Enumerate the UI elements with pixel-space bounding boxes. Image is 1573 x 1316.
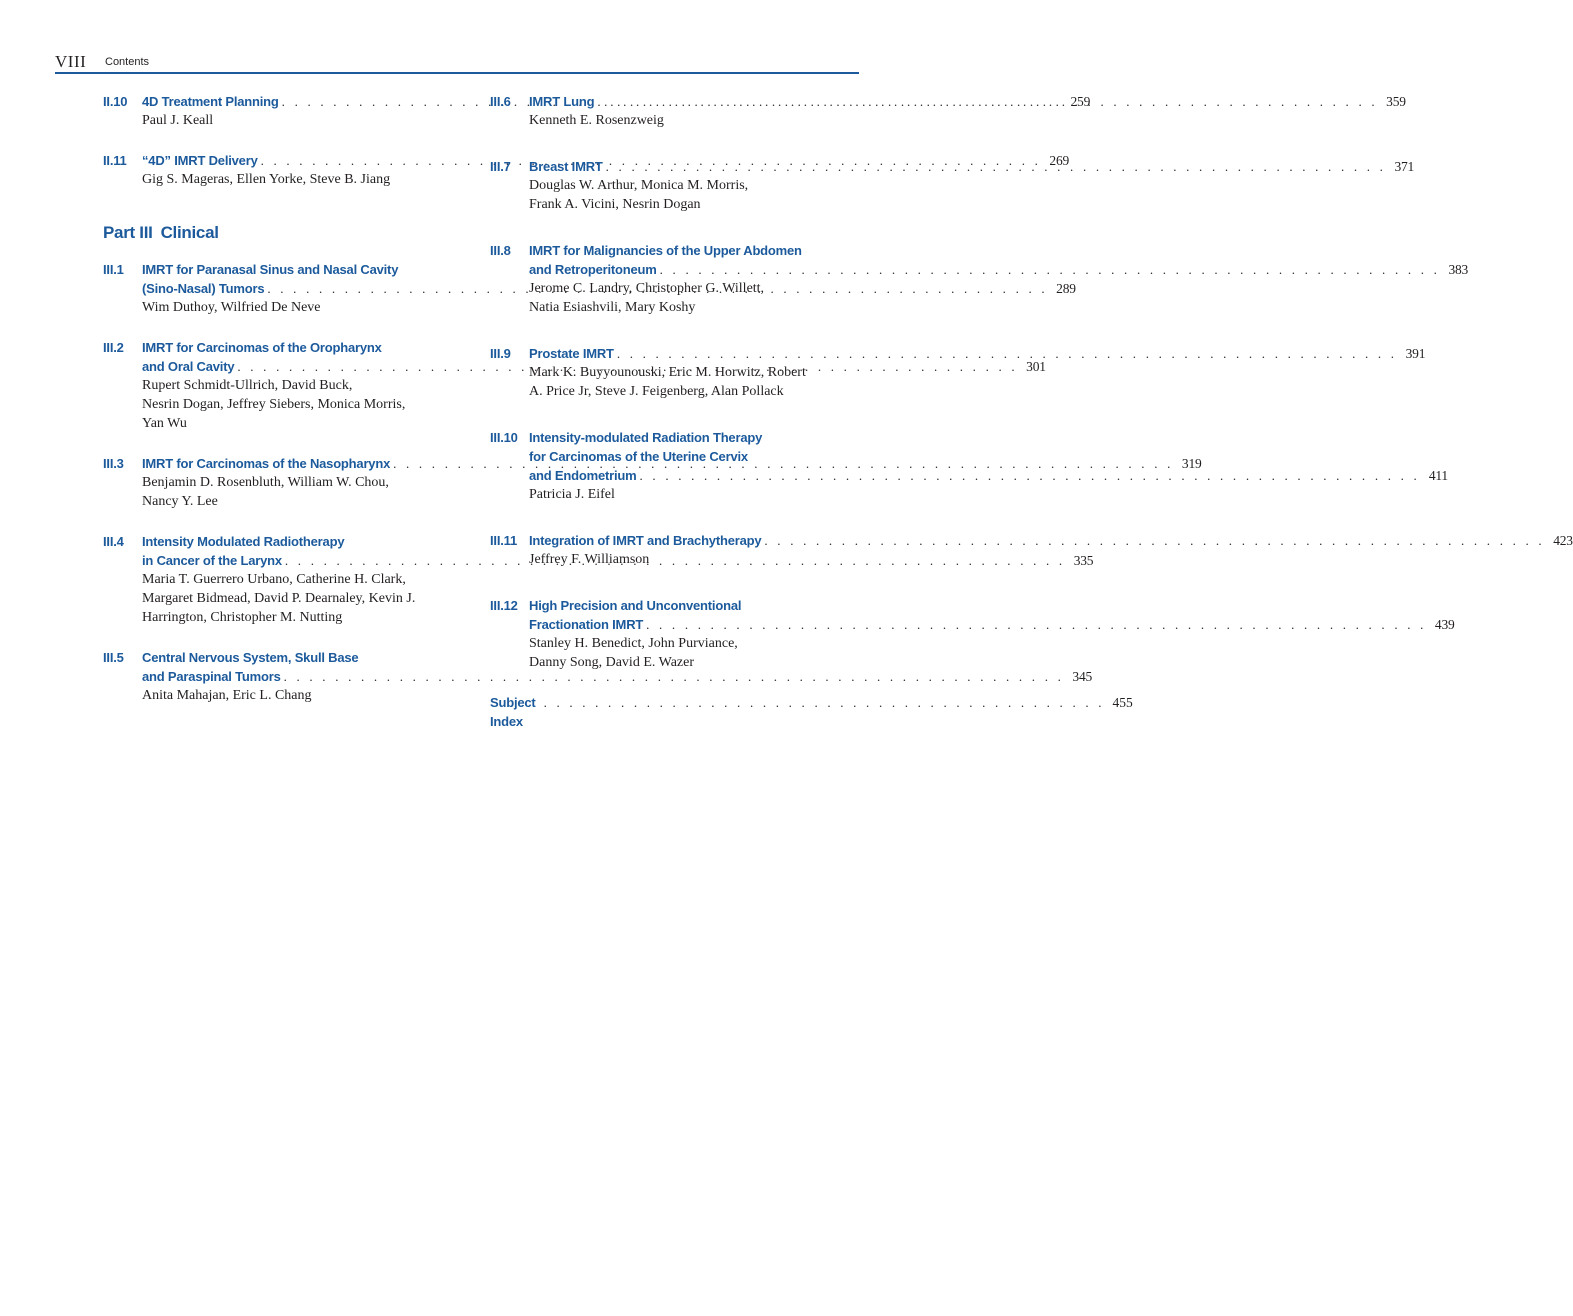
authors-line: Paul J. Keall — [142, 113, 214, 128]
authors-line: Frank A. Vicini, Nesrin Dogan — [529, 197, 701, 212]
authors-line: Danny Song, David E. Wazer — [529, 655, 695, 670]
chapter-number: III.8 — [490, 243, 511, 258]
page-ref: 319 — [1181, 456, 1202, 471]
chapter-number: III.7 — [490, 159, 511, 174]
authors-line: Wim Duthoy, Wilfried De Neve — [142, 300, 321, 315]
chapter-title-text[interactable]: in Cancer of the Larynx — [142, 553, 282, 568]
authors-line: Jeffrey F. Williamson — [529, 552, 650, 567]
authors-line: Rupert Schmidt-Ullrich, David Buck, — [142, 378, 353, 393]
page-ref: 439 — [1434, 617, 1455, 632]
part-heading — [103, 223, 472, 243]
leader-dots — [594, 92, 1377, 111]
authors-line: Patricia J. Eifel — [529, 487, 615, 502]
header-rule — [55, 72, 859, 74]
leader-dots: . . . . . . . . . . . . . . . . . . . . . . . . . . . . . . . . . . . . . . . . . . . . — [543, 695, 1105, 710]
authors-line: Stanley H. Benedict, John Purviance, — [529, 636, 738, 651]
chapter-title-line[interactable] — [529, 260, 1469, 279]
authors-line: Natia Esiashvili, Mary Koshy — [529, 300, 696, 315]
chapter-title-text[interactable]: IMRT for Carcinomas of the Nasopharynx — [142, 456, 391, 471]
authors-line: Kenneth E. Rosenzweig — [529, 113, 664, 128]
page-ref: 383 — [1448, 262, 1469, 277]
leader-dots — [637, 466, 1420, 485]
chapter-number: III.1 — [103, 262, 124, 277]
chapter-number: III.6 — [490, 94, 511, 109]
page-ref: 289 — [1056, 281, 1076, 296]
authors-line: Mark K. Buyyounouski, Eric M. Horwitz, Robert — [529, 365, 806, 380]
chapter-number: III.11 — [490, 533, 517, 548]
chapter-number: III.9 — [490, 346, 511, 361]
chapter-title-line[interactable] — [529, 596, 859, 615]
authors-line: A. Price Jr, Steve J. Feigenberg, Alan Pollack — [529, 384, 784, 399]
page-ref: 371 — [1394, 159, 1415, 174]
authors-line: Douglas W. Arthur, Monica M. Morris, — [529, 178, 749, 193]
chapter-title-text[interactable]: IMRT for Carcinomas of the Oropharynx — [142, 340, 382, 355]
authors-line: Nesrin Dogan, Jeffrey Siebers, Monica Morris, — [142, 397, 406, 412]
subject-index-entry[interactable] — [490, 693, 1133, 731]
toc-entry[interactable] — [490, 596, 1455, 672]
chapter-title-text[interactable]: Breast IMRT — [529, 159, 603, 174]
authors-line: Yan Wu — [142, 416, 187, 431]
chapter-title-text[interactable]: Intensity Modulated Radiotherapy — [142, 534, 345, 549]
chapter-title-line[interactable] — [529, 447, 859, 466]
page-ref: 455 — [1112, 695, 1133, 710]
chapter-title-text[interactable]: “4D” IMRT Delivery — [142, 153, 258, 168]
chapter-title-text[interactable]: High Precision and Unconventional — [529, 598, 742, 613]
chapter-title-text[interactable]: Integration of IMRT and Brachytherapy — [529, 533, 762, 548]
chapter-number: III.3 — [103, 456, 124, 471]
chapter-number: III.10 — [490, 430, 518, 445]
chapter-title-line[interactable] — [142, 648, 472, 667]
chapter-number: III.5 — [103, 650, 124, 665]
chapter-title-line[interactable] — [529, 344, 1426, 363]
chapter-title-text[interactable]: (Sino-Nasal) Tumors — [142, 281, 265, 296]
page-ref: 259 — [1070, 94, 1091, 109]
chapter-title-text[interactable]: and Retroperitoneum — [529, 262, 657, 277]
chapter-title-line[interactable] — [142, 260, 472, 279]
authors-line: Jerome C. Landry, Christopher G. Willett, — [529, 281, 765, 296]
page-ref: 345 — [1072, 669, 1093, 684]
chapter-title-line[interactable] — [142, 532, 472, 551]
page-number: VIII — [55, 52, 87, 71]
chapter-title-line[interactable] — [142, 338, 472, 357]
chapter-title-text[interactable]: IMRT for Malignancies of the Upper Abdomen — [529, 243, 802, 258]
chapter-number: III.4 — [103, 534, 124, 549]
chapter-title-line[interactable] — [529, 615, 1455, 634]
chapter-title-line[interactable] — [529, 428, 859, 447]
chapter-title-line[interactable] — [529, 466, 1448, 485]
authors-line: Anita Mahajan, Eric L. Chang — [142, 688, 312, 703]
leader-dots — [761, 531, 1544, 550]
chapter-title-text[interactable]: Central Nervous System, Skull Base — [142, 650, 359, 665]
page-ref: 411 — [1428, 468, 1448, 483]
chapter-number: II.10 — [103, 94, 128, 109]
subject-index-title[interactable]: Subject Index — [490, 695, 536, 729]
chapter-title-text[interactable]: Intensity-modulated Radiation Therapy — [529, 430, 763, 445]
page-ref: 335 — [1073, 553, 1094, 568]
chapter-title-line[interactable] — [142, 667, 1093, 686]
part-label: Part III — [103, 223, 153, 242]
authors-line: Maria T. Guerrero Urbano, Catherine H. Clark, — [142, 572, 406, 587]
authors-line: Harrington, Christopher M. Nutting — [142, 610, 343, 625]
page-header — [55, 50, 859, 74]
authors-line: Gig S. Mageras, Ellen Yorke, Steve B. Jiang — [142, 172, 391, 187]
page-ref: 391 — [1405, 346, 1426, 361]
chapter-title-text[interactable]: Prostate IMRT — [529, 346, 614, 361]
page-ref: 269 — [1049, 153, 1070, 168]
chapter-title-line[interactable] — [529, 241, 859, 260]
chapter-title-text[interactable]: Fractionation IMRT — [529, 617, 644, 632]
leader-dots — [657, 260, 1440, 279]
chapter-number: III.12 — [490, 598, 518, 613]
chapter-title-text[interactable]: IMRT for Paranasal Sinus and Nasal Cavity — [142, 262, 399, 277]
part-title: Clinical — [160, 223, 219, 242]
authors-line: Nancy Y. Lee — [142, 494, 218, 509]
authors-line: Margaret Bidmead, David P. Dearnaley, Kevin J. — [142, 591, 416, 606]
authors-line: Benjamin D. Rosenbluth, William W. Chou, — [142, 475, 389, 490]
running-title: Contents — [105, 56, 150, 68]
chapter-title-text[interactable]: and Endometrium — [529, 468, 637, 483]
page-ref: 301 — [1026, 359, 1046, 374]
chapter-title-text[interactable]: 4D Treatment Planning — [142, 94, 279, 109]
chapter-title-text[interactable]: and Oral Cavity — [142, 359, 235, 374]
chapter-number: II.11 — [103, 153, 127, 168]
leader-dots — [603, 157, 1386, 176]
chapter-number: III.2 — [103, 340, 124, 355]
page-ref: 423 — [1553, 533, 1573, 548]
chapter-title-line[interactable] — [529, 531, 1573, 550]
chapter-title-text[interactable]: for Carcinomas of the Uterine Cervix — [529, 449, 748, 464]
leader-dots — [643, 615, 1426, 634]
leader-dots — [614, 344, 1397, 363]
chapter-title-text[interactable]: IMRT Lung — [529, 94, 595, 109]
chapter-title-text[interactable]: and Paraspinal Tumors — [142, 669, 281, 684]
page-ref: 359 — [1386, 94, 1406, 109]
